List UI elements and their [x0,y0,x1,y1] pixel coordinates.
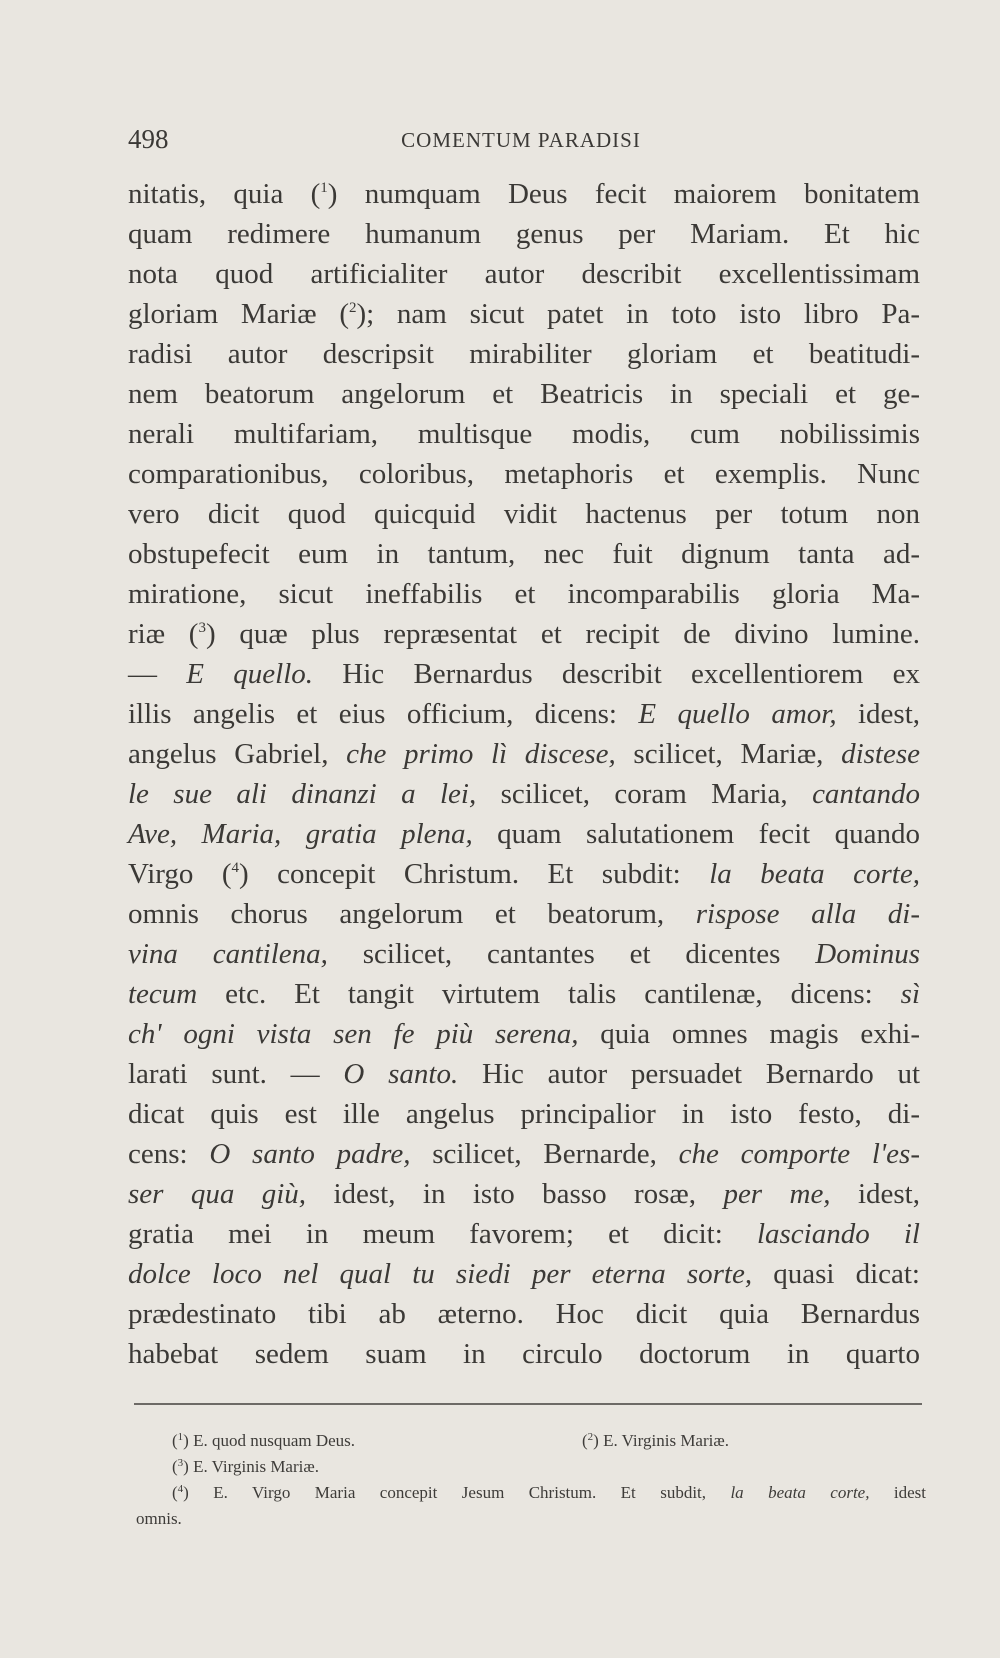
text-segment: ) quæ plus repræsentat et recipit de divino lumine. [205,618,920,650]
text-line [128,774,920,814]
footnote-1: ($^1$) E. quod nusquam Deus. [172,1431,356,1450]
text-segment: quam salutationem fecit quando [472,818,920,850]
text-segment: angelus Gabriel, [128,738,347,770]
italic-quotation: distese [841,738,921,770]
italic-quotation: O santo. [343,1058,459,1090]
running-title: COMENTUM PARADISI [401,128,641,152]
text-segment: etc. Et tangit virtutem talis cantilenæ, dicens: [197,978,901,1010]
text-segment: habebat sedem suam in circulo doctorum in quarto [128,1338,920,1370]
italic-quotation: sì [900,978,920,1010]
text-segment: idest, in isto basso rosæ, [306,1178,724,1210]
footnote-4-mark: 4 [177,1483,184,1495]
text-line [128,214,920,254]
text-line [128,654,920,694]
italic-quotation: la beata corte, [709,858,920,890]
text-segment: idest, [830,1178,920,1210]
text-line [128,494,920,534]
text-line [128,454,920,494]
text-segment: Hic autor persuadet Bernardo ut [458,1058,920,1090]
text-segment: nerali multifariam, multisque modis, cum nobilissimis [128,418,920,450]
text-segment: Virgo ( [128,858,232,890]
text-segment: nem beatorum angelorum et Beatricis in speciali et ge- [128,378,920,410]
footnote-reference: 1 [320,180,328,196]
text-line [128,1254,920,1294]
text-line [128,974,920,1014]
text-segment: gratia mei in meum favorem; et dicit: [128,1218,757,1250]
text-segment: quam redimere humanum genus per Mariam. Et hic [128,218,920,250]
text-segment: scilicet, Bernarde, [410,1138,679,1170]
footnote-4-italic: la beata corte, [730,1483,870,1502]
italic-quotation: rispose alla di- [695,898,920,930]
italic-quotation: che comporte l'es- [678,1138,920,1170]
italic-quotation: E quello. [186,658,314,690]
text-line [128,334,920,374]
italic-quotation: le sue ali dinanzi a lei, [128,778,477,810]
footnote-3: ($^3$) E. Virginis Mariæ. [172,1457,319,1476]
text-line [128,734,920,774]
italic-quotation: vina cantilena, [128,938,328,970]
footnote-row [136,1454,926,1480]
text-segment: illis angelis et eius officium, dicens: [128,698,639,730]
text-segment: nota quod artificialiter autor describit excellentissimam [128,258,920,290]
footnote-2-text: E. Virginis Mariæ. [603,1431,729,1450]
footnote-reference: 4 [231,860,240,876]
text-line [128,854,920,894]
text-line [128,1214,920,1254]
italic-quotation: dolce loco nel qual tu siedi per eterna sorte, [128,1258,753,1290]
text-segment: cens: [128,1138,210,1170]
text-segment: comparationibus, coloribus, metaphoris et exemplis. Nunc [128,458,920,490]
footnote-4-continued [136,1506,926,1532]
footnote-4-cont-text: omnis. [136,1509,182,1528]
text-line [128,1174,920,1214]
italic-quotation: ch' ogni vista sen fe più serena, [128,1018,579,1050]
text-segment: ) numquam Deus fecit maiorem bonitatem [327,178,920,210]
footnote-4-tail: idest [869,1483,927,1502]
text-line [128,294,920,334]
footnote-divider [134,1403,922,1405]
italic-quotation: O santo padre, [209,1138,411,1170]
text-segment: ); nam sicut patet in toto isto libro Pa- [356,298,920,330]
footnote-reference: 2 [349,300,357,316]
italic-quotation: che primo lì discese, [346,738,616,770]
text-segment: vero dicit quod quicquid vidit hactenus per totum non [128,498,920,530]
footnote-4-text: E. Virgo Maria concepit Jesum Christum. Et subdit, [213,1483,731,1502]
text-line [128,694,920,734]
text-line [128,254,920,294]
text-line [128,174,920,214]
italic-quotation: cantando [812,778,920,810]
text-line [128,1014,920,1054]
text-segment: scilicet, cantantes et dicentes [327,938,816,970]
text-segment: obstupefecit eum in tantum, nec fuit dignum tanta ad- [128,538,920,570]
text-segment: miratione, sicut ineffabilis et incomparabilis gloria Ma- [128,578,920,610]
text-line [128,1094,920,1134]
text-line [128,1294,920,1334]
text-segment: — [128,658,187,690]
text-line [128,814,920,854]
footnote-reference: 3 [198,620,206,636]
text-line [128,534,920,574]
footnote-row [136,1428,926,1454]
text-segment: scilicet, coram Maria, [476,778,813,810]
text-line [128,894,920,934]
footnote-4: ($^4$) E. Virgo Maria concepit Jesum Christum. Et subdit, la beata corte, idest [172,1483,927,1502]
italic-quotation: Dominus [815,938,920,970]
text-line [128,934,920,974]
text-segment: riæ ( [128,618,199,650]
text-segment: dicat quis est ille angelus principalior in isto festo, di- [128,1098,920,1130]
text-segment: quasi dicat: [752,1258,920,1290]
text-segment: scilicet, Mariæ, [615,738,842,770]
footnote-2: ($^2$) E. Virginis Mariæ. [582,1431,729,1450]
italic-quotation: Ave, Maria, gratia plena, [128,818,473,850]
text-segment: radisi autor descripsit mirabiliter gloriam et beatitudi- [128,338,920,370]
page-number: 498 [128,124,169,154]
text-line [128,1134,920,1174]
italic-quotation: tecum [128,978,198,1010]
text-segment: quia omnes magis exhi- [578,1018,920,1050]
text-segment: larati sunt. — [128,1058,344,1090]
footnotes [136,1428,926,1532]
italic-quotation: E quello amor, [638,698,837,730]
footnote-2-mark: 2 [587,1431,594,1443]
body-text [128,174,920,1374]
page-header [128,124,914,158]
text-segment: nitatis, quia ( [128,178,321,210]
footnote-3-text: E. Virginis Mariæ. [193,1457,319,1476]
text-segment: Hic Bernardus describit excellentiorem ex [313,658,920,690]
text-segment: omnis chorus angelorum et beatorum, [128,898,696,930]
text-segment: prædestinato tibi ab æterno. Hoc dicit quia Bernardus [128,1298,920,1330]
italic-quotation: ser qua giù, [128,1178,307,1210]
text-line [128,1334,920,1374]
footnote-1-text: E. quod nusquam Deus. [193,1431,356,1450]
italic-quotation: per me, [723,1178,831,1210]
text-line [128,1054,920,1094]
footnote-3-mark: 3 [177,1457,184,1469]
text-segment: gloriam Mariæ ( [128,298,349,330]
text-line [128,574,920,614]
footnote-1-mark: 1 [177,1431,184,1443]
text-line [128,374,920,414]
italic-quotation: lasciando il [756,1218,920,1250]
text-segment: ) concepit Christum. Et subdit: [239,858,710,890]
text-line [128,414,920,454]
text-line [128,614,920,654]
text-segment: idest, [836,698,921,730]
